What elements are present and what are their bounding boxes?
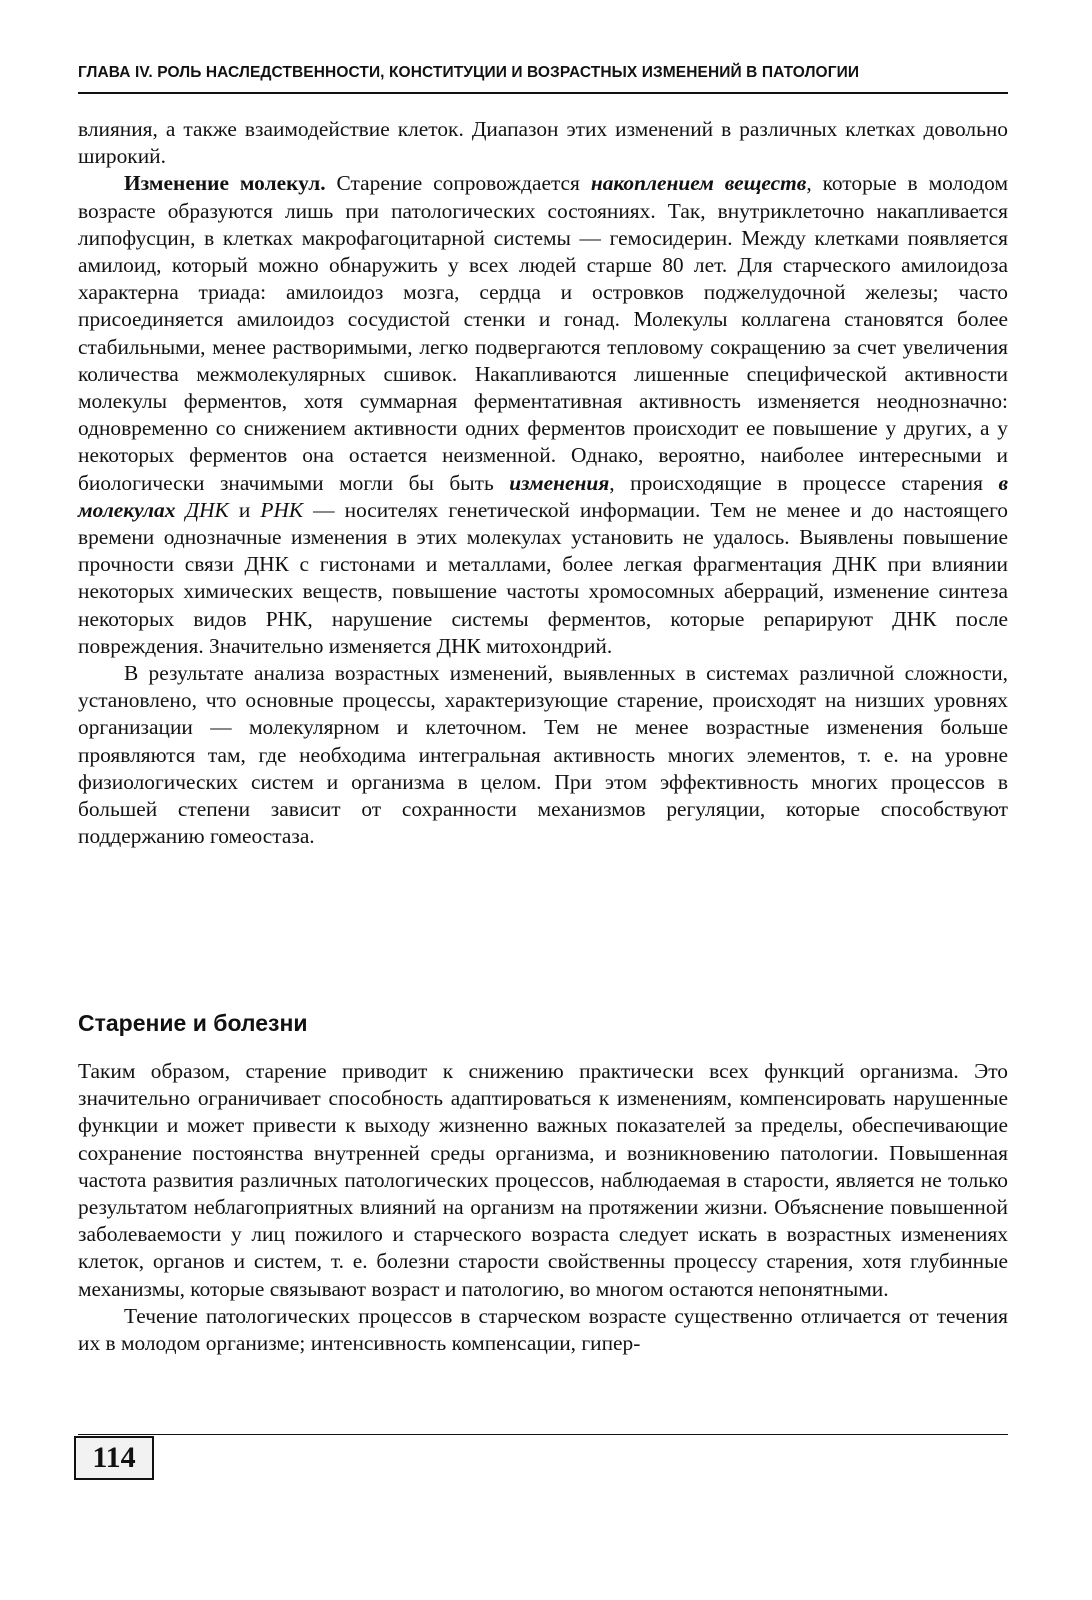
paragraph-5: Течение патологических процессов в старческом возрасте существенно отличается от течения их в молодом организме; интенсивность компенсации, гипер- xyxy=(78,1303,1008,1356)
page-number-box xyxy=(74,1436,154,1480)
text-span: , которые в молодом возрасте образуются лишь при патологических состояниях. Так, внутриклеточно накапливается липофусцин, в клетках макрофагоцитарной системы — гемосидерин. Между клетками появляется амилоид, который можно обнаружить у всех людей старше 80 лет. Для старческого амилоидоза характерна триада: амилоидоз мозга, сердца и островков поджелудочной железы; часто присоединяется амилоидоз сосудистой стенки и гонад. Молекулы коллагена становятся более стабильными, менее растворимыми, легко подвергаются тепловому сокращению за счет увеличения количества межмолекулярных сшивок. Накапливаются лишенные специфической активности молекулы ферментов, хотя суммарная ферментативная активность изменяется неоднозначно: одновременно со снижением активности одних ферментов происходит ее повышение у других, а у некоторых ферментов она остается неизменной. Однако, вероятно, наиболее интересными и биологически значимыми могли бы быть xyxy=(78,171,1008,495)
emphasis: РНК xyxy=(260,497,304,522)
text-span: , происходящие в процессе старения xyxy=(609,470,999,495)
emphasis: накоплением веществ xyxy=(590,171,807,196)
footer-rule xyxy=(78,1434,1008,1435)
text-span: и xyxy=(228,497,261,522)
emphasis: изменения xyxy=(509,470,610,495)
paragraph-3: В результате анализа возрастных изменений, выявленных в системах различной сложности, установлено, что основные процессы, характеризующие старение, происходят на низших уровнях организации — молекулярном и клеточном. Тем не менее возрастные изменения больше проявляются там, где необходима интегральная активность многих элементов, т. е. на уровне физиологических систем и организма в целом. При этом эффективность многих процессов в большей степени зависит от сохранности механизмов регуляции, которые способствуют поддержанию гомеостаза. xyxy=(78,661,1008,849)
paragraph-4: Таким образом, старение приводит к снижению практически всех функций организма. Это значительно ограничивает способность адаптироваться к изменениям, компенсировать нарушенные функции и может привести к выходу жизненно важных показателей за пределы, обеспечивающие сохранение постоянства внутренней среды организма, и возникновению патологии. Повышенная частота развития различных патологических процессов, наблюдаемая в старости, является не только результатом неблагоприятных влияний на организм на протяжении жизни. Объяснение повышенной заболеваемости у лиц пожилого и старческого возраста следует искать в возрастных изменениях клеток, органов и систем, т. е. болезни старости свойственны процессу старения, хотя глубинные механизмы, которые связывают возраст и патологию, во многом остаются непонятными. xyxy=(78,1059,1008,1301)
section-1-body xyxy=(78,116,1008,850)
running-head: ГЛАВА IV. РОЛЬ НАСЛЕДСТВЕННОСТИ, КОНСТИТУЦИИ И ВОЗРАСТНЫХ ИЗМЕНЕНИЙ В ПАТОЛОГИИ xyxy=(78,64,860,81)
runin-heading: Изменение молекул. xyxy=(124,171,326,196)
header-rule xyxy=(78,92,1008,94)
section-2-body xyxy=(78,1058,1008,1357)
emphasis: ДНК xyxy=(175,497,229,522)
section-title: Старение и болезни xyxy=(78,1010,308,1036)
paragraph-1: влияния, а также взаимодействие клеток. Диапазон этих изменений в различных клетках довольно широкий. xyxy=(78,117,1008,169)
emphasis: в молекулах xyxy=(78,470,1008,522)
paragraph-2 xyxy=(78,170,1008,660)
page-number: 114 xyxy=(92,1441,136,1474)
text-span: Старение сопровождается xyxy=(325,171,591,196)
text-span: — носителях генетической информации. Тем не менее и до настоящего времени однозначные изменения в этих молекулах установить не удалось. Выявлены повышение прочности связи ДНК с гистонами и металлами, более легкая фрагментация ДНК при влиянии некоторых химических веществ, повышение частоты хромосомных аберраций, изменение синтеза некоторых видов РНК, нарушение системы ферментов, которые репарируют ДНК после повреждения. Значительно изменяется ДНК митохондрий. xyxy=(78,497,1009,658)
